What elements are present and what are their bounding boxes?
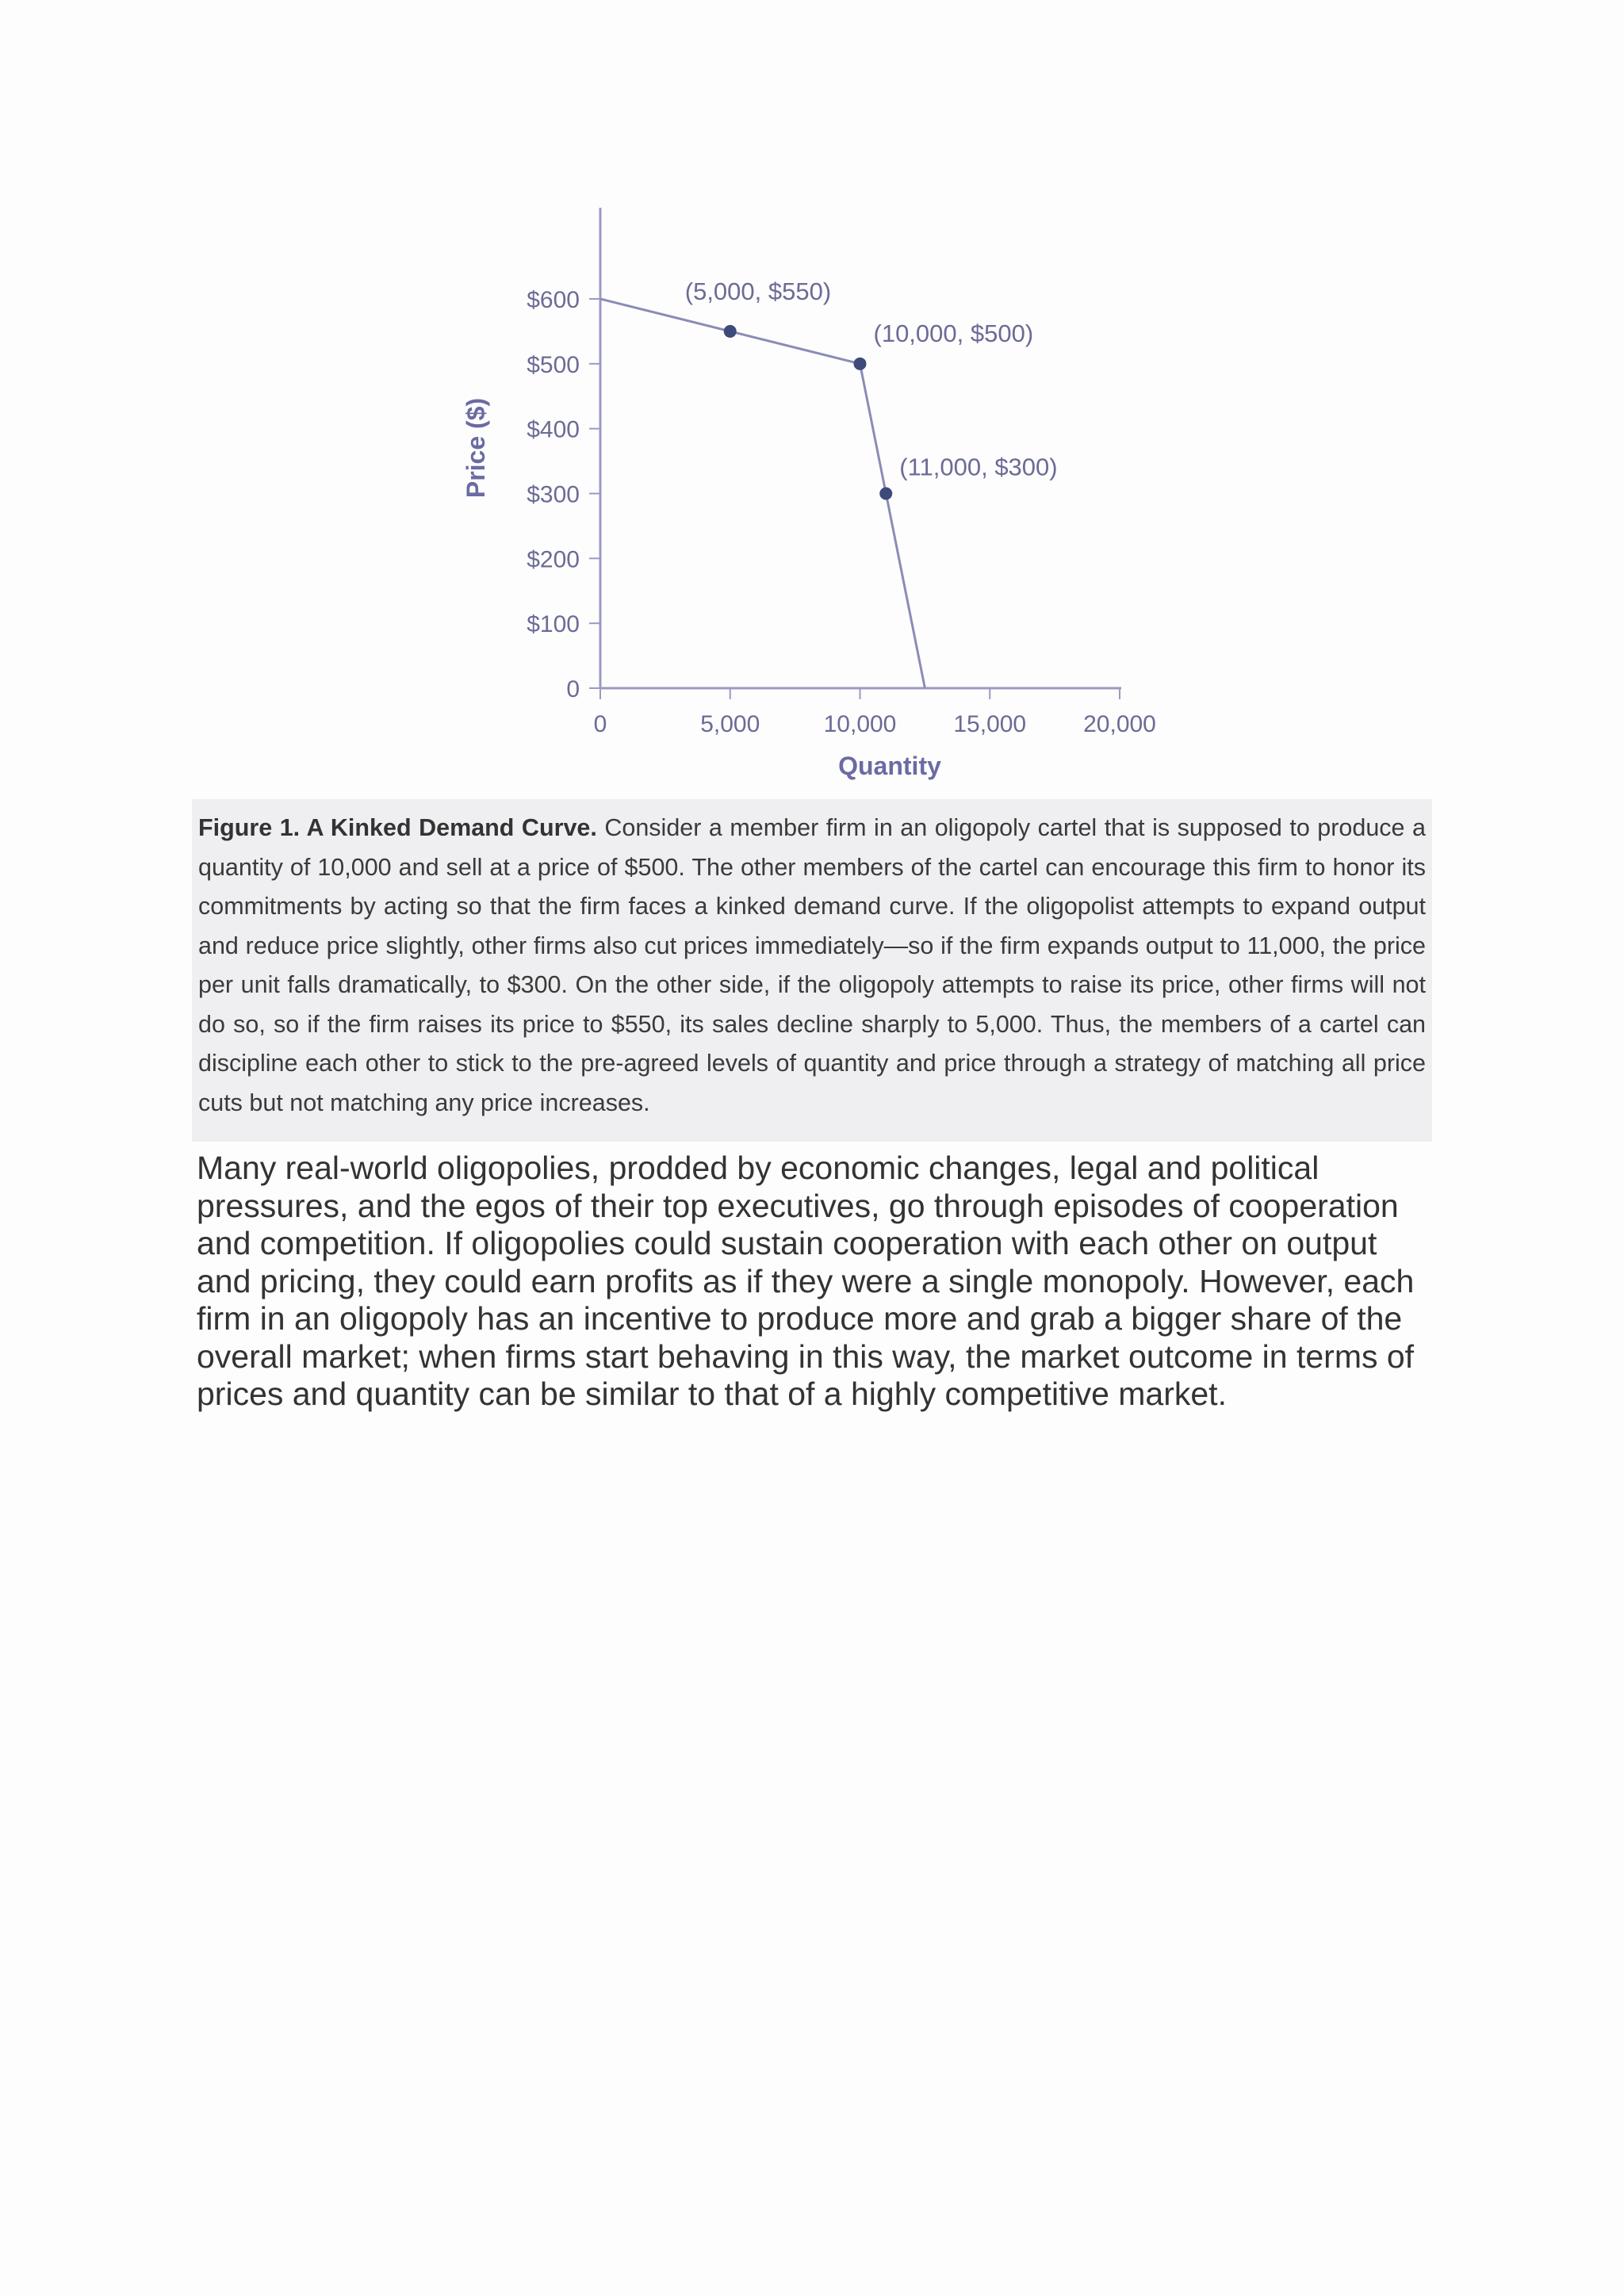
x-tick-label: 5,000 xyxy=(700,711,760,737)
y-tick-label: $600 xyxy=(527,287,580,313)
chart-series xyxy=(600,299,925,688)
y-axis-title: Price ($) xyxy=(462,397,490,499)
x-tick-label: 15,000 xyxy=(953,711,1027,737)
kinked-demand-chart xyxy=(444,198,1189,801)
y-tick-label: $400 xyxy=(527,416,580,443)
figure-caption xyxy=(192,799,1432,1142)
body-paragraph: Many real-world oligopolies, prodded by economic changes, legal and political pressures, and the egos of their top executives, go through episodes of cooperation and competition. If oligopolies could sustain cooperation with each other on output and pricing, they could earn profits as if they were a single monopoly. However, each firm in an oligopoly has an incentive to produce more and grab a bigger share of the overall market; when firms start behaving in this way, the market outcome in terms of prices and quantity can be similar to that of a highly competitive market. xyxy=(197,1150,1415,1412)
point-label: (5,000, $550) xyxy=(684,277,832,305)
demand-curve-line xyxy=(600,299,925,688)
y-tick-label: $300 xyxy=(527,481,580,508)
y-tick-label: $500 xyxy=(527,351,580,378)
x-tick-label: 0 xyxy=(593,711,607,737)
point-label: (10,000, $500) xyxy=(873,319,1034,347)
caption-title: Figure 1. A Kinked Demand Curve. xyxy=(198,814,597,841)
y-tick-label: 0 xyxy=(566,676,580,702)
x-axis-title: Quantity xyxy=(838,752,941,780)
x-tick-label: 20,000 xyxy=(1083,711,1156,737)
chart-points xyxy=(685,277,1058,500)
x-tick-label: 10,000 xyxy=(823,711,897,737)
data-point xyxy=(854,358,867,370)
point-label: (11,000, $300) xyxy=(899,453,1058,481)
caption-text: Consider a member firm in an oligopoly cartel that is supposed to produce a quantity of 10,000 and sell at a price of $500. The other members of the cartel can encourage this firm to honor its commitments by acting so that the firm faces a kinked demand curve. If the oligopolist attempts to expand output and reduce price slightly, other firms also cut prices immediately—so if the firm expands output to 11,000, the price per unit falls dramatically, to $300. On the other side, if the oligopoly attempts to raise its price, other firms will not do so, so if the firm raises its price to $550, its sales decline sharply to 5,000. Thus, the members of a cartel can discipline each other to stick to the pre-agreed levels of quantity and price through a strategy of matching all price cuts but not matching any price increases. xyxy=(198,814,1426,1116)
chart-axes xyxy=(600,208,1121,688)
y-tick-label: $200 xyxy=(527,546,580,573)
data-point xyxy=(724,325,737,338)
data-point xyxy=(879,488,892,500)
y-tick-label: $100 xyxy=(527,611,580,638)
chart-ticks xyxy=(527,287,1156,737)
